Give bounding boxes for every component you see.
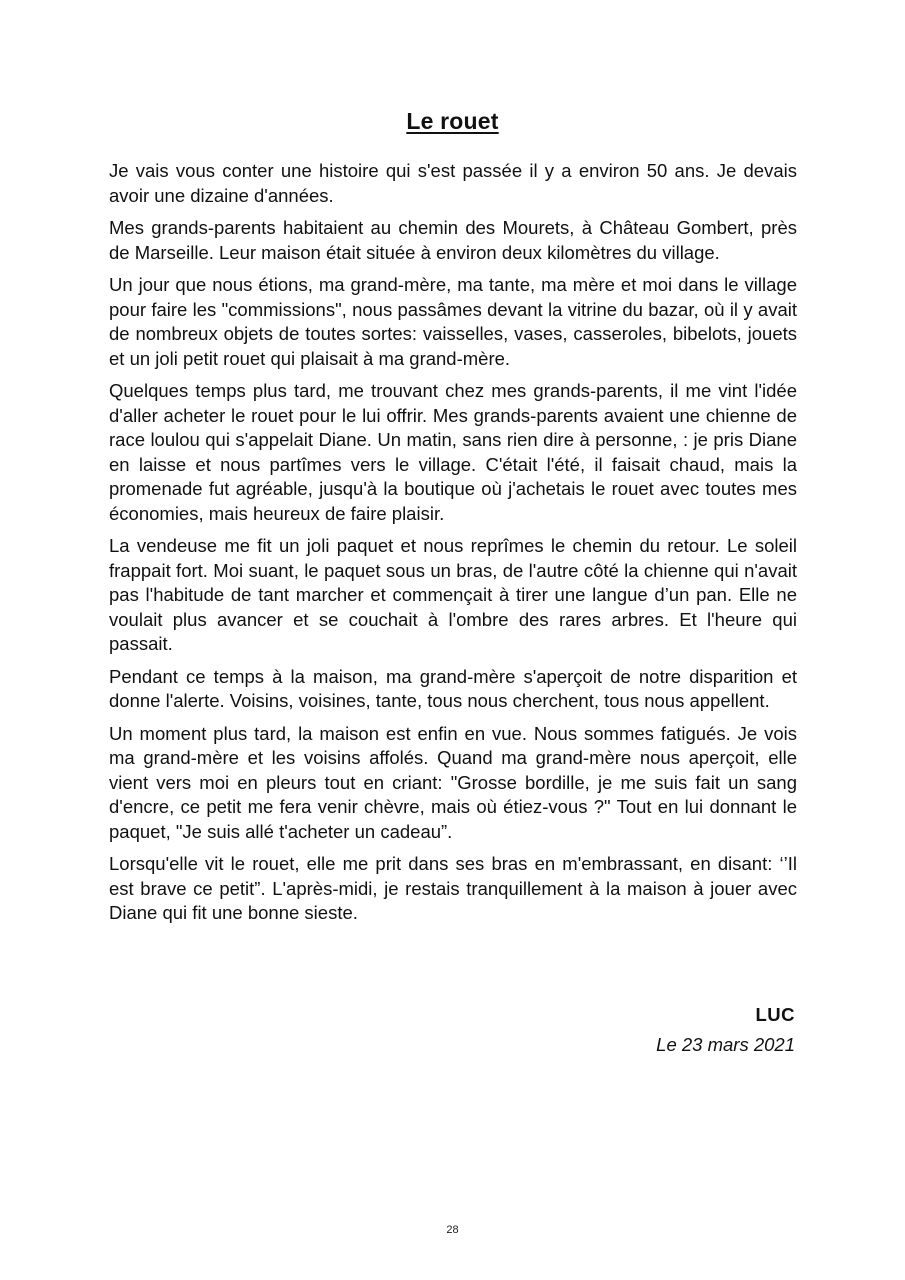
paragraph-1: Je vais vous conter une histoire qui s'est passée il y a environ 50 ans. Je devais avoir une dizaine d'années. (109, 160, 797, 206)
paragraph-4: Quelques temps plus tard, me trouvant chez mes grands-parents, il me vint l'idée d'aller acheter le rouet pour le lui offrir. Mes grands-parents avaient une chienne de race loulou qui s'appelait Diane. Un matin, sans rien dire à personne, : je pris Diane en laisse et nous partîmes vers le village. C'était l'été, il faisait chaud, mais la promenade fut agréable, jusqu'à la boutique où j'achetais le rouet avec toutes mes économies, mais heureux de faire plaisir. (109, 380, 797, 524)
document-title: Le rouet (406, 108, 499, 134)
document-date: Le 23 mars 2021 (656, 1034, 795, 1055)
paragraph-5: La vendeuse me fit un joli paquet et nous reprîmes le chemin du retour. Le soleil frappait fort. Moi suant, le paquet sous un bras, de l'autre côté la chienne qui n'avait pas l'habitude de tant marcher et commençait à tirer une langue d’un pan. Elle ne voulait plus avancer et se couchait à l'ombre des rares arbres. Et l'heure qui passait. (109, 535, 797, 654)
document-body (109, 159, 797, 934)
paragraph-6: Pendant ce temps à la maison, ma grand-mère s'aperçoit de notre disparition et donne l'alerte. Voisins, voisines, tante, tous nous cherchent, tous nous appellent. (109, 665, 797, 711)
paragraph-8: Lorsqu'elle vit le rouet, elle me prit dans ses bras en m'embrassant, en disant: ‘’Il est brave ce petit”. L'après-midi, je restais tranquillement à la maison à jouer avec Diane qui fit une bonne sieste. (109, 853, 797, 923)
paragraph-3: Un jour que nous étions, ma grand-mère, ma tante, ma mère et moi dans le village pour faire les "commissions", nous passâmes devant la vitrine du bazar, où il y avait de nombreux objets de toutes sortes: vaisselles, vases, casseroles, bibelots, jouets et un joli petit rouet qui plaisait à ma grand-mère. (109, 274, 797, 369)
page-number: 28 (446, 1224, 459, 1236)
paragraph-7: Un moment plus tard, la maison est enfin en vue. Nous sommes fatigués. Je vois ma grand-mère et les voisins affolés. Quand ma grand-mère nous aperçoit, elle vient vers moi en pleurs tout en criant: "Grosse bordille, je me suis fait un sang d'encre, ce petit me fera venir chèvre, mais où étiez-vous ?" Tout en lui donnant le paquet, "Je suis allé t'acheter un cadeau”. (109, 722, 797, 842)
author-name: LUC (755, 1004, 795, 1025)
signature-block (656, 1003, 795, 1057)
paragraph-2: Mes grands-parents habitaient au chemin des Mourets, à Château Gombert, près de Marseille. Leur maison était située à environ deux kilomètres du village. (109, 217, 797, 263)
